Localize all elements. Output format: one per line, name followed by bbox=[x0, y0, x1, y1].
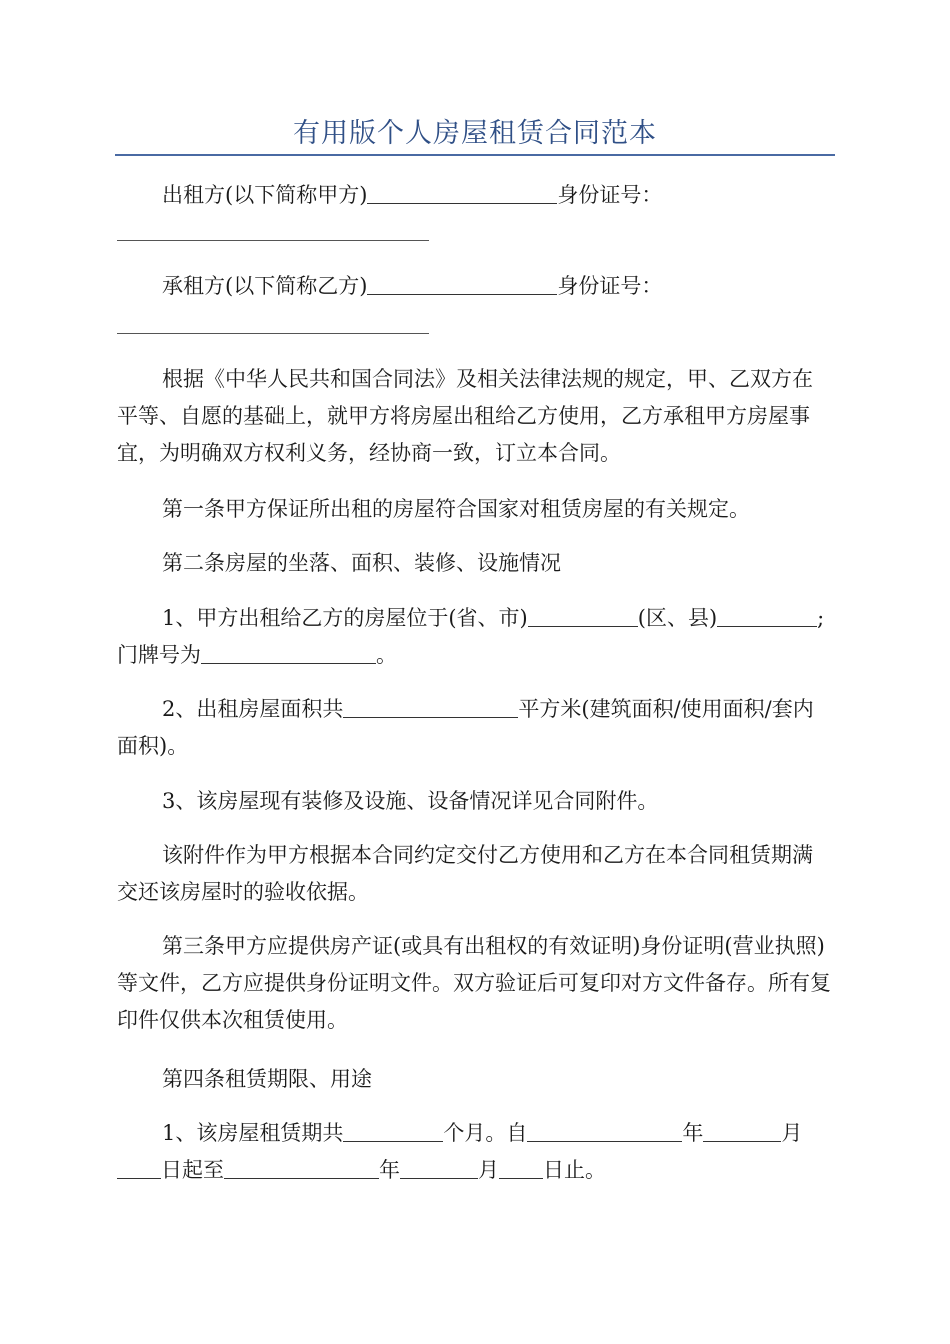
term-end-label: 日止。 bbox=[543, 1158, 606, 1182]
intro-paragraph: 根据《中华人民共和国合同法》及相关法律法规的规定，甲、乙双方在平等、自愿的基础上，就甲方将房屋出租给乙方使用，乙方承租甲方房屋事宜，为明确双方权利义务，经协商一致，订立本合同。 bbox=[117, 367, 813, 465]
city-blank bbox=[528, 606, 638, 627]
lessor-prefix: 出租方(以下简称甲方) bbox=[162, 183, 368, 207]
end-month-blank bbox=[400, 1158, 478, 1179]
article-1: 第一条甲方保证所出租的房屋符合国家对租赁房屋的有关规定。 bbox=[162, 497, 750, 521]
end-from-label: 日起至 bbox=[161, 1158, 224, 1182]
start-month-blank bbox=[703, 1121, 781, 1142]
article-4-item-1 bbox=[117, 1115, 833, 1189]
area-suffix: 平方米(建筑面积/使用面积/套内面积)。 bbox=[117, 697, 814, 758]
start-day-blank bbox=[117, 1158, 161, 1179]
end-year-label: 年 bbox=[379, 1158, 400, 1182]
start-year-label: 年 bbox=[682, 1121, 704, 1145]
house-number-label: ;门牌号为 bbox=[117, 606, 825, 667]
end-year-blank bbox=[224, 1158, 379, 1179]
lessee-name-blank bbox=[367, 274, 557, 295]
article-3: 第三条甲方应提供房产证(或具有出租权的有效证明)身份证明(营业执照)等文件，乙方应提供身份证明文件。双方验证后可复印对方文件备存。所有复印件仅供本次租赁使用。 bbox=[117, 934, 831, 1032]
title-underline bbox=[115, 154, 835, 156]
term-prefix: 1、该房屋租赁期共 bbox=[162, 1121, 344, 1145]
months-blank bbox=[343, 1121, 443, 1142]
area-prefix: 2、出租房屋面积共 bbox=[162, 697, 344, 721]
lessee-id-blank bbox=[117, 333, 429, 334]
item-1-end: 。 bbox=[376, 643, 397, 667]
article-2-item-1 bbox=[117, 600, 833, 674]
start-year-blank bbox=[527, 1121, 682, 1142]
annex-paragraph: 该附件作为甲方根据本合同约定交付乙方使用和乙方在本合同租赁期满交还该房屋时的验收依据。 bbox=[117, 843, 813, 904]
end-day-blank bbox=[499, 1158, 543, 1179]
article-2-item-3: 3、该房屋现有装修及设施、设备情况详见合同附件。 bbox=[162, 789, 659, 813]
lessor-line bbox=[117, 177, 833, 214]
district-label: (区、县) bbox=[637, 606, 718, 630]
lessee-id-label: 身份证号： bbox=[557, 274, 663, 298]
location-prefix: 1、甲方出租给乙方的房屋位于(省、市) bbox=[162, 606, 528, 630]
area-blank bbox=[343, 697, 518, 718]
document-title: 有用版个人房屋租赁合同范本 bbox=[293, 118, 657, 149]
lessor-id-blank bbox=[117, 240, 429, 241]
article-2-item-2 bbox=[117, 691, 833, 765]
end-month-label: 月 bbox=[478, 1158, 499, 1182]
lessee-prefix: 承租方(以下简称乙方) bbox=[162, 274, 368, 298]
lessor-id-label: 身份证号： bbox=[557, 183, 663, 207]
start-month-label: 月 bbox=[781, 1121, 803, 1145]
article-4-heading: 第四条租赁期限、用途 bbox=[162, 1067, 372, 1091]
term-from-label: 个月。自 bbox=[443, 1121, 528, 1145]
house-number-blank bbox=[201, 643, 376, 664]
lessor-name-blank bbox=[367, 183, 557, 204]
article-2-heading: 第二条房屋的坐落、面积、装修、设施情况 bbox=[162, 551, 561, 575]
lessee-line bbox=[117, 268, 833, 305]
district-blank bbox=[717, 606, 817, 627]
